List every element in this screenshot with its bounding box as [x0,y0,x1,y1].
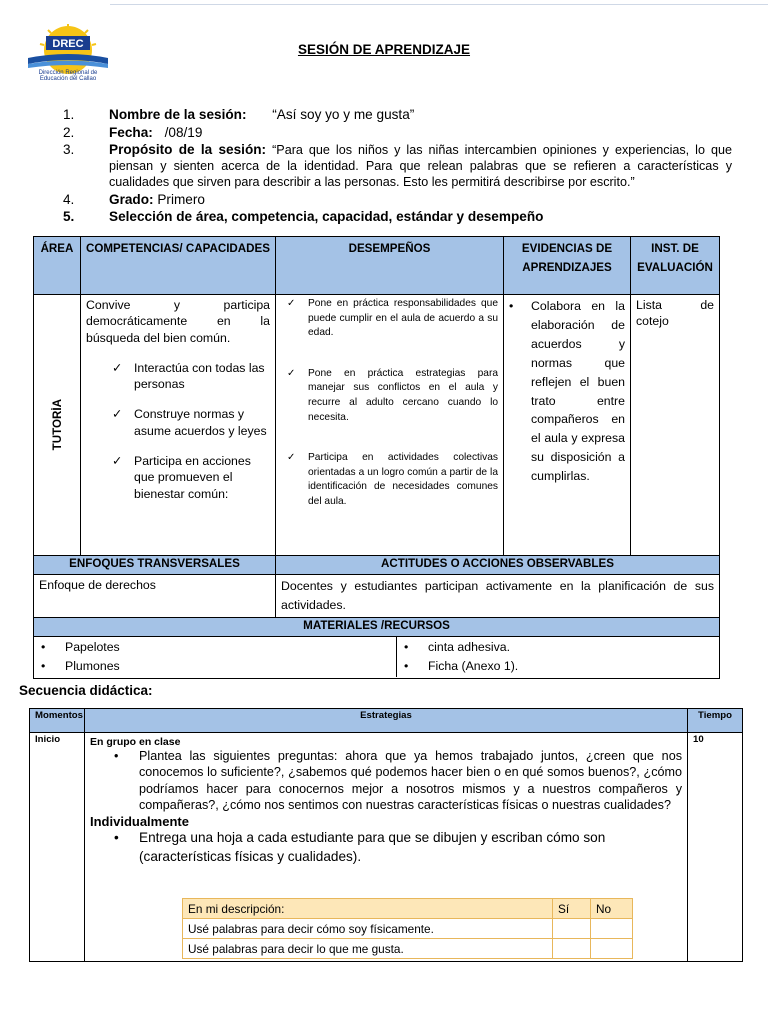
desempeno-item: ✓ Pone en práctica responsabilidades que puede cumplir en el aula de acuerdo a su edad. [287,298,498,339]
bullet-icon: • [509,299,514,313]
competencia-text: Convive y participa democráticamente en la búsqueda del bien común. [86,298,270,345]
desempeno-item: ✓ Participa en actividades colectivas orientadas a un logro común a partir de la identificación de necesidades comunes del aula. [287,452,498,507]
enfoque-value: Enfoque de derechos [34,575,276,618]
cell-area [34,295,81,556]
worksheet-header: En mi descripción: [183,899,553,919]
worksheet-col-no: No [591,899,633,919]
list-item-seleccion: 5. Selección de área, competencia, capacidad, estándar y desempeño [63,209,544,225]
header-area: ÁREA [34,237,81,295]
header-rule [110,4,768,5]
header-momentos: Momentos [30,709,85,733]
capacidad-item: ✓ Interactúa con todas las personas [112,360,265,392]
indiv-text: • Entrega una hoja a cada estudiante para que se dibujen y escriban cómo son (características físicas y cualidades). [114,830,606,864]
worksheet-col-si: Sí [553,899,591,919]
cell-instrumento [631,295,720,556]
material-item: • Papelotes [39,638,391,657]
list-item-grado: 4. Grado: Primero [63,191,205,207]
cell-competencias [81,295,276,556]
material-item: • cinta adhesiva. [402,638,714,657]
label-seleccion: Selección de área, competencia, capacidad, estándar y desempeño [109,209,544,225]
grupo-text: • Plantea las siguientes preguntas: ahora que ya hemos trabajado juntos, ¿creen que nos conocemos lo suficiente?, ¿sabemos qué podemos hacer bien o en qué somos buenos?, ¿cómo podríamos hacer para conocernos mejor a nosotros mismos y a nuestros compañeros y compañeras?, ¿cómo nos sentimos con nuestras características físicas o nuestras cualidades? [114,749,682,812]
header-desempenos: DESEMPEÑOS [276,237,504,295]
header-actitudes: ACTITUDES O ACCIONES OBSERVABLES [276,556,720,575]
value-grado: Primero [157,191,205,207]
grupo-label: En grupo en clase [90,736,181,748]
label-grado: Grado: [109,191,154,207]
session-info-list [60,107,732,227]
svg-text:Dirección Regional de: Dirección Regional de [38,70,98,76]
desempeno-item: ✓ Pone en práctica estrategias para manejar sus conflictos en el aula y recurre al adulto cercano cuando lo necesita. [287,367,498,423]
value-fecha: /08/19 [164,124,203,140]
label-fecha: Fecha: [109,124,153,140]
materiales-inner [34,637,719,677]
worksheet-row: Usé palabras para decir cómo soy físicamente. [183,919,553,939]
label-proposito: Propósito de la sesión: [109,142,267,157]
check-icon: ✓ [112,407,123,422]
instrumento-text: Lista de cotejo [636,298,714,329]
planning-table [33,236,720,679]
bullet-icon: • [114,749,119,763]
check-icon: ✓ [287,452,296,464]
evidencia-item: • Colabora en la elaboración de acuerdos y normas que reflejen el buen trato entre compañeros en el aula y expresa su disposición a cumplirlas. [509,299,625,484]
cell-evidencias [504,295,631,556]
worksheet-table [182,898,633,959]
list-item-fecha: 2. Fecha: /08/19 [63,124,203,140]
materiales-right [397,637,720,677]
sequence-title: Secuencia didáctica: [19,683,153,698]
worksheet-row: Usé palabras para decir lo que me gusta. [183,939,553,959]
header-instrumento: INST. DE EVALUACIÓN [631,237,720,295]
list-item-proposito: 3. Propósito de la sesión: “Para que los niños y las niñas intercambien opiniones y experiencias, lo que piensan y sienten acerca de la identidad. Para que relean palabras que se refieren a características y cualidades que sirven para describir a las personas. Esto les permitirá describirse por escrito.” [63,142,732,190]
header-evidencias: EVIDENCIAS DE APRENDIZAJES [504,237,631,295]
indiv-label: Individualmente [90,814,189,830]
tiempo-value: 10 [688,733,743,962]
momento-inicio: Inicio [30,733,85,962]
material-item: • Ficha (Anexo 1). [402,657,714,676]
actitud-value: Docentes y estudiantes participan activamente en la planificación de sus actividades. [276,575,720,618]
label-nombre: Nombre de la sesión: [109,107,247,122]
area-label: TUTORÍA [50,399,64,451]
value-nombre: “Así soy yo y me gusta” [272,107,415,122]
worksheet-checkbox-si[interactable] [553,939,591,959]
material-item: • Plumones [39,657,391,676]
list-item-nombre: 1. Nombre de la sesión: “Así soy yo y me gusta” [63,107,415,122]
page-title: SESIÓN DE APRENDIZAJE [297,42,471,57]
check-icon: ✓ [287,298,296,309]
check-icon: ✓ [112,454,123,469]
capacidad-item: ✓ Participa en acciones que promueven el bienestar común: [112,454,251,501]
header-materiales: MATERIALES /RECURSOS [34,618,720,637]
worksheet-checkbox-no[interactable] [591,939,633,959]
worksheet-checkbox-si[interactable] [553,919,591,939]
cell-desempenos [276,295,504,556]
value-proposito: “Para que los niños y las niñas intercambien opiniones y experiencias, lo que piensan y sienten acerca de la identidad. Para que relean palabras que se refieren a características y cualidades que sirven para describir a las personas. Esto les permitirá describirse por escrito.” [109,143,732,190]
header-estrategias: Estrategias [85,709,688,733]
cell-materiales [34,637,720,679]
worksheet-image [180,895,632,961]
header-competencias: COMPETENCIAS/ CAPACIDADES [81,237,276,295]
capacidad-item: ✓ Construye normas y asume acuerdos y leyes [112,407,267,438]
bullet-icon: • [114,830,119,846]
header-tiempo: Tiempo [688,709,743,733]
materiales-left [34,637,397,677]
worksheet-checkbox-no[interactable] [591,919,633,939]
svg-text:Educación del Callao: Educación del Callao [39,76,97,80]
svg-text:DREC: DREC [52,38,84,50]
header-enfoques: ENFOQUES TRANSVERSALES [34,556,276,575]
check-icon: ✓ [287,367,296,379]
check-icon: ✓ [112,360,123,375]
